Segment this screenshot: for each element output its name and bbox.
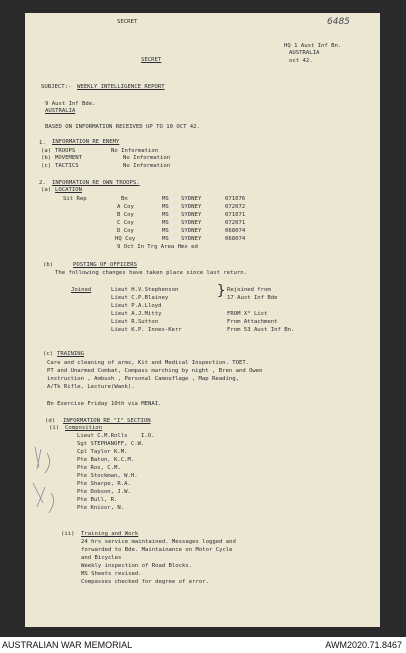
officer-note: Rejoined from [227,287,271,293]
pencil-annotation [27,443,69,523]
enemy-key-a: (a) [41,148,52,154]
subsection-b-key: (b) [43,262,54,268]
hq-line-2: AUSTRALIA [289,50,320,56]
list-item: Pte Bull, R. [77,497,118,503]
location-ref: 072071 [225,220,246,226]
bracket-glyph: } [217,283,226,299]
location-sheet: SYDNEY [181,228,202,234]
secret-top-label: SECRET [117,19,138,25]
section-1-number: 1. [39,140,46,146]
officer-name: Lieut P.A.Lloyd [111,303,162,309]
location-sheet: SYDNEY [181,212,202,218]
training-line: A/Tk Rifle, Lecture(Wank). [47,384,135,390]
location-map: MS [162,236,169,242]
enemy-key-b: (b) [41,155,52,161]
list-item: Sgt STEPHANOFF, C.W. [77,441,145,447]
location-map: MS [162,220,169,226]
exercise-line: Bn Exercise Friday 10th via MENAI. [47,401,162,407]
location-map: MS [162,204,169,210]
training-area-line: 9 Oct In Trg Area Hms ed [117,244,198,250]
list-item: Lieut C.M.Rolls I.O. [77,433,155,439]
training-line: Care and cleaning of arms, Kit and Medical Inspection. TOET. [47,360,250,366]
list-item: Cpl Taylor K.M. [77,449,128,455]
list-item: Pte Dobson, J.W. [77,489,131,495]
subsection-ii-key: (ii) [61,531,75,537]
location-unit: A Coy [117,204,134,210]
work-heading: Training and Work [81,531,139,537]
officer-name: Lieut K.P. Innes-Kerr [111,327,182,333]
section-2-heading: INFORMATION RE OWN TROOPS. [52,180,140,186]
training-heading: TRAINING [57,351,84,357]
composition-heading: Composition [65,425,103,431]
location-map: MS [162,228,169,234]
subsection-d-key: (d) [45,418,56,424]
location-row-label: Sit Rep [63,196,87,202]
work-line: forwarded to Bde. Maintainance on Motor Cycle [81,547,233,553]
officer-note: FROM X° List [227,311,268,317]
subject-label: SUBJECT:- [41,84,72,90]
officer-name: Lieut H.V.Stephenson [111,287,179,293]
enemy-label-tactics: TACTICS [55,163,79,169]
secret-title: SECRET [141,57,162,63]
officer-note: 17 Aust Inf Bde [227,295,278,301]
page-number: 6485 [327,17,350,27]
subject-title: WEEKLY INTELLIGENCE REPORT [77,84,165,90]
officer-note: From 53 Aust Inf Bn. [227,327,295,333]
posting-intro: The following changes have taken place since last return. [55,270,247,276]
enemy-value-troops: No Information [111,148,159,154]
document-page [25,13,380,627]
enemy-label-troops: TROOPS [55,148,76,154]
location-ref: 068074 [225,236,246,242]
location-unit: HQ Coy [115,236,136,242]
list-item: Pte Knisor, N. [77,505,125,511]
officer-name: Lieut A.J.Mitty [111,311,162,317]
location-sheet: SYDNEY [181,236,202,242]
work-line: and Bicycles [81,555,122,561]
based-on-line: BASED ON INFORMATION RECEIVED UP TO 10 OCT 42. [45,124,200,130]
joined-label: Joined [71,287,92,293]
location-unit: C Coy [117,220,134,226]
posting-heading: POSTING OF OFFICERS [73,262,137,268]
addressee-line-2: AUSTRALIA [45,108,76,114]
training-line: PT and Unarmed Combat, Compass marching by night , Bren and Owen [47,368,263,374]
work-line: Compasses checked for degree of error. [81,579,209,585]
location-map: MS [162,212,169,218]
enemy-value-movement: No Information [123,155,171,161]
enemy-key-c: (c) [41,163,52,169]
location-map: MS [162,196,169,202]
work-line: 24 hrs service maintained. Messages logged and [81,539,236,545]
location-heading: LOCATION [55,187,82,193]
section-1-heading: INFORMATION RE ENEMY [52,139,120,145]
subsection-i-key: (i) [49,425,60,431]
location-unit: Bn [121,196,128,202]
enemy-label-movement: MOVEMENT [55,155,82,161]
location-ref: 068074 [225,228,246,234]
footer-credit: AUSTRALIAN WAR MEMORIAL [2,640,133,650]
list-item: Pte Sharpe, R.A. [77,481,131,487]
officer-name: Lieut R.Sutton [111,319,159,325]
hq-line-1: HQ 1 Aust Inf Bn. [284,43,342,49]
subsection-a-key: (a) [41,187,52,193]
work-line: Weekly inspection of Road Blocks. [81,563,193,569]
subsection-c-key: (c) [43,351,54,357]
list-item: Pte Stockman, W.H. [77,473,138,479]
location-ref: 071076 [225,196,246,202]
training-line: instruction , Ambush , Personal Camouflage , Map Reading, [47,376,239,382]
location-unit: D Coy [117,228,134,234]
footer-accession-number: AWM2020.71.8467 [325,640,402,650]
officer-name: Lieut C.P.Blainey [111,295,169,301]
location-sheet: SYDNEY [181,196,202,202]
list-item: Pte Ros, C.M. [77,465,121,471]
location-sheet: SYDNEY [181,204,202,210]
location-unit: B Coy [117,212,134,218]
work-line: MS Sheets revised. [81,571,142,577]
location-sheet: SYDNEY [181,220,202,226]
hq-line-3: oct 42. [289,58,313,64]
addressee-line-1: 9 Aust Inf Bde. [45,101,96,107]
enemy-value-tactics: No Information [123,163,171,169]
location-ref: 071071 [225,212,246,218]
list-item: Pte Baton, K.C.M. [77,457,135,463]
officer-note: From Attachment [227,319,278,325]
section-2-number: 2. [39,180,46,186]
location-ref: 072072 [225,204,246,210]
i-section-heading: INFORMATION RE "I" SECTION [63,418,151,424]
